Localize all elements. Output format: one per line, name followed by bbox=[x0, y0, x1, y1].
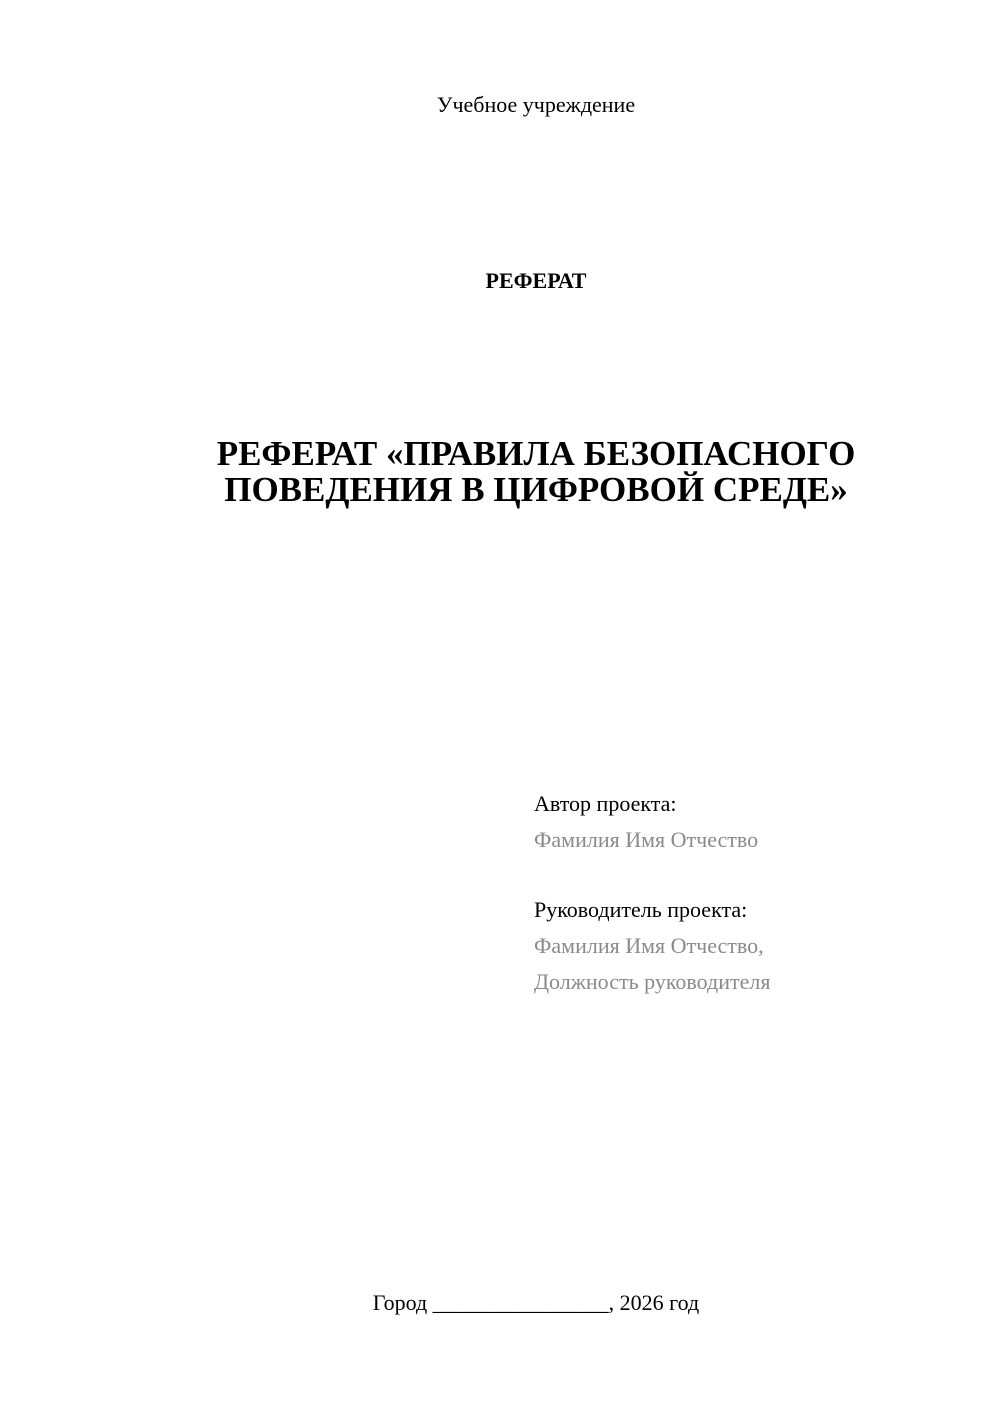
supervisor-label: Руководитель проекта: bbox=[534, 897, 748, 922]
institution-name: Учебное учреждение bbox=[436, 92, 636, 117]
main-title-line-1: РЕФЕРАТ «ПРАВИЛА БЕЗОПАСНОГО bbox=[216, 434, 856, 473]
document-type-heading: РЕФЕРАТ bbox=[485, 268, 587, 293]
supervisor-block bbox=[534, 892, 770, 1000]
city-year-footer: Город ________________, 2026 год bbox=[372, 1290, 700, 1315]
main-title-line-2: ПОВЕДЕНИЯ В ЦИФРОВОЙ СРЕДЕ» bbox=[224, 470, 848, 509]
author-block bbox=[534, 786, 758, 858]
main-title bbox=[150, 436, 922, 508]
supervisor-position: Должность руководителя bbox=[534, 969, 771, 994]
author-label: Автор проекта: bbox=[534, 791, 677, 816]
author-name: Фамилия Имя Отчество bbox=[534, 827, 759, 852]
supervisor-name: Фамилия Имя Отчество, bbox=[534, 933, 764, 958]
